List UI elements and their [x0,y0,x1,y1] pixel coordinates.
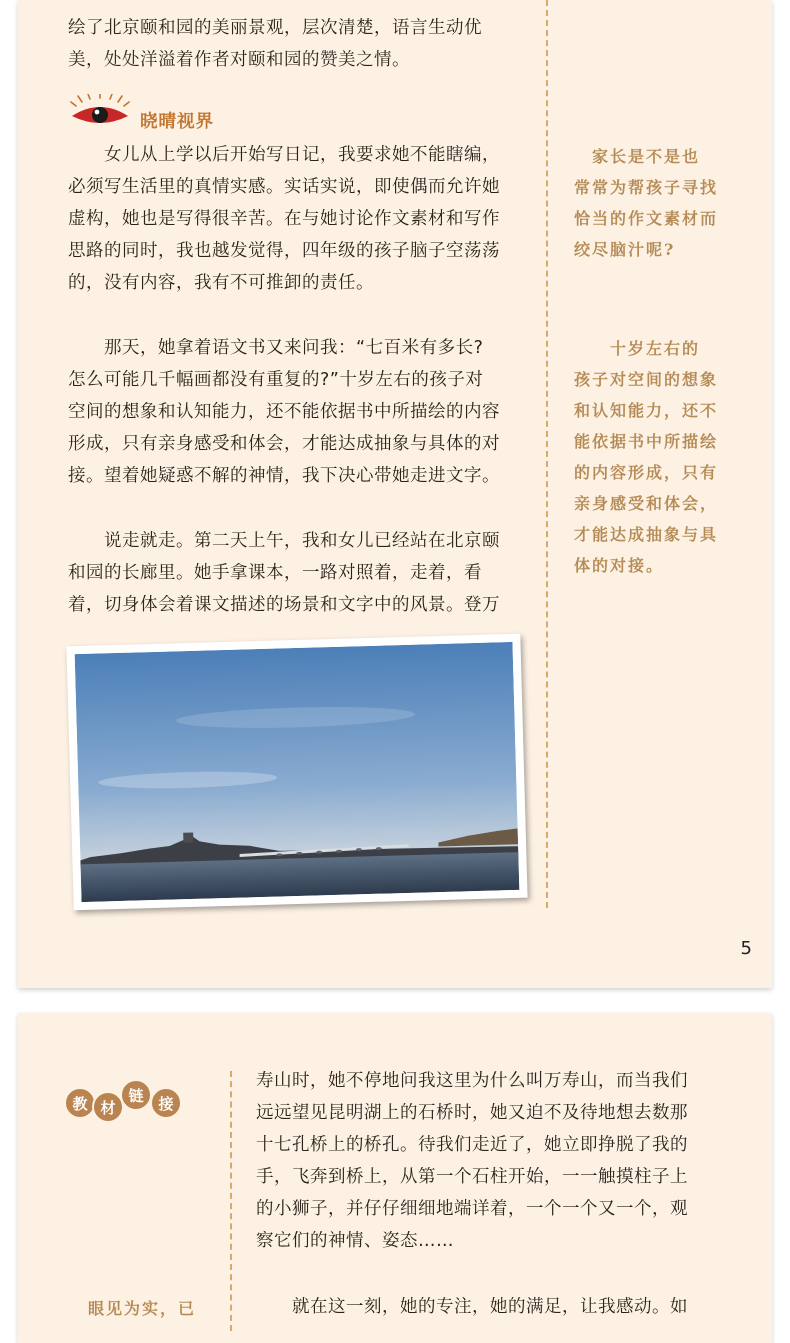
book-page-5 [18,0,772,988]
side-note: 家长是不是也 常常为帮孩子寻找 恰当的作文素材而 绞尽脑汁呢? [574,147,719,259]
lake-bridge-photo [66,634,527,911]
paragraph: 说走就走。第二天上午，我和女儿已经站在北京颐 和园的长廊里。她手拿课本，一路对照着，走着，看 着，切身体会着课文描述的场景和文字中的风景。登万 [68,531,500,615]
side-note: 眼见为实，已 [70,1299,197,1318]
side-note: 十岁左右的 孩子对空间的想象 和认知能力，还不 能依据书中所描绘 的内容形成，只有 亲身感受和体会， 才能达成抽象与具 体的对接。 [574,339,719,575]
badge-char: 材 [92,1091,124,1123]
page-number: 5 [740,938,752,959]
badge-char: 教 [64,1087,96,1119]
column-divider [230,1071,232,1331]
paragraph: 就在这一刻，她的专注，她的满足，让我感动。如 [256,1297,688,1317]
book-page-6 [18,1013,772,1343]
paragraph: 女儿从上学以后开始写日记，我要求她不能瞎编， 必须写生活里的真情实感。实话实说，即使偶而允许她 虚构，她也是写得很辛苦。在与她讨论作文素材和写作 思路的同时，我也越发觉得，四年级的孩子脑子空荡荡 的，没有内容，我有不可推卸的责任。 [68,145,500,293]
paragraph: 寿山时，她不停地问我这里为什么叫万寿山，而当我们 远远望见昆明湖上的石桥时，她又迫不及待地想去数那 十七孔桥上的桥孔。待我们走近了，她立即挣脱了我的 手，飞奔到桥上，从第一个石柱开始，一一触摸柱子上 的小狮子，并仔仔细细地端详着，一个一个又一个，观 察它们的神情、姿态…… [256,1071,688,1251]
badge-char: 链 [120,1079,152,1111]
eye-icon [68,94,132,134]
textbook-link-badge [64,1079,204,1129]
intro-paragraph: 绘了北京颐和园的美丽景观，层次清楚，语言生动优 美，处处洋溢着作者对颐和园的赞美之情。 [68,18,482,70]
paragraph: 那天，她拿着语文书又来问我：“七百米有多长? 怎么可能几千幅画都没有重复的?”十岁左右的孩子对 空间的想象和认知能力，还不能依据书中所描绘的内容 形成，只有亲身感受和体会，才能达成抽象与具体的对 接。望着她疑惑不解的神情，我下决心带她走进文字。 [68,338,500,486]
badge-char: 接 [150,1087,182,1119]
column-divider [546,0,548,908]
section-header [68,94,288,134]
section-title: 晓晴视界 [140,112,214,132]
